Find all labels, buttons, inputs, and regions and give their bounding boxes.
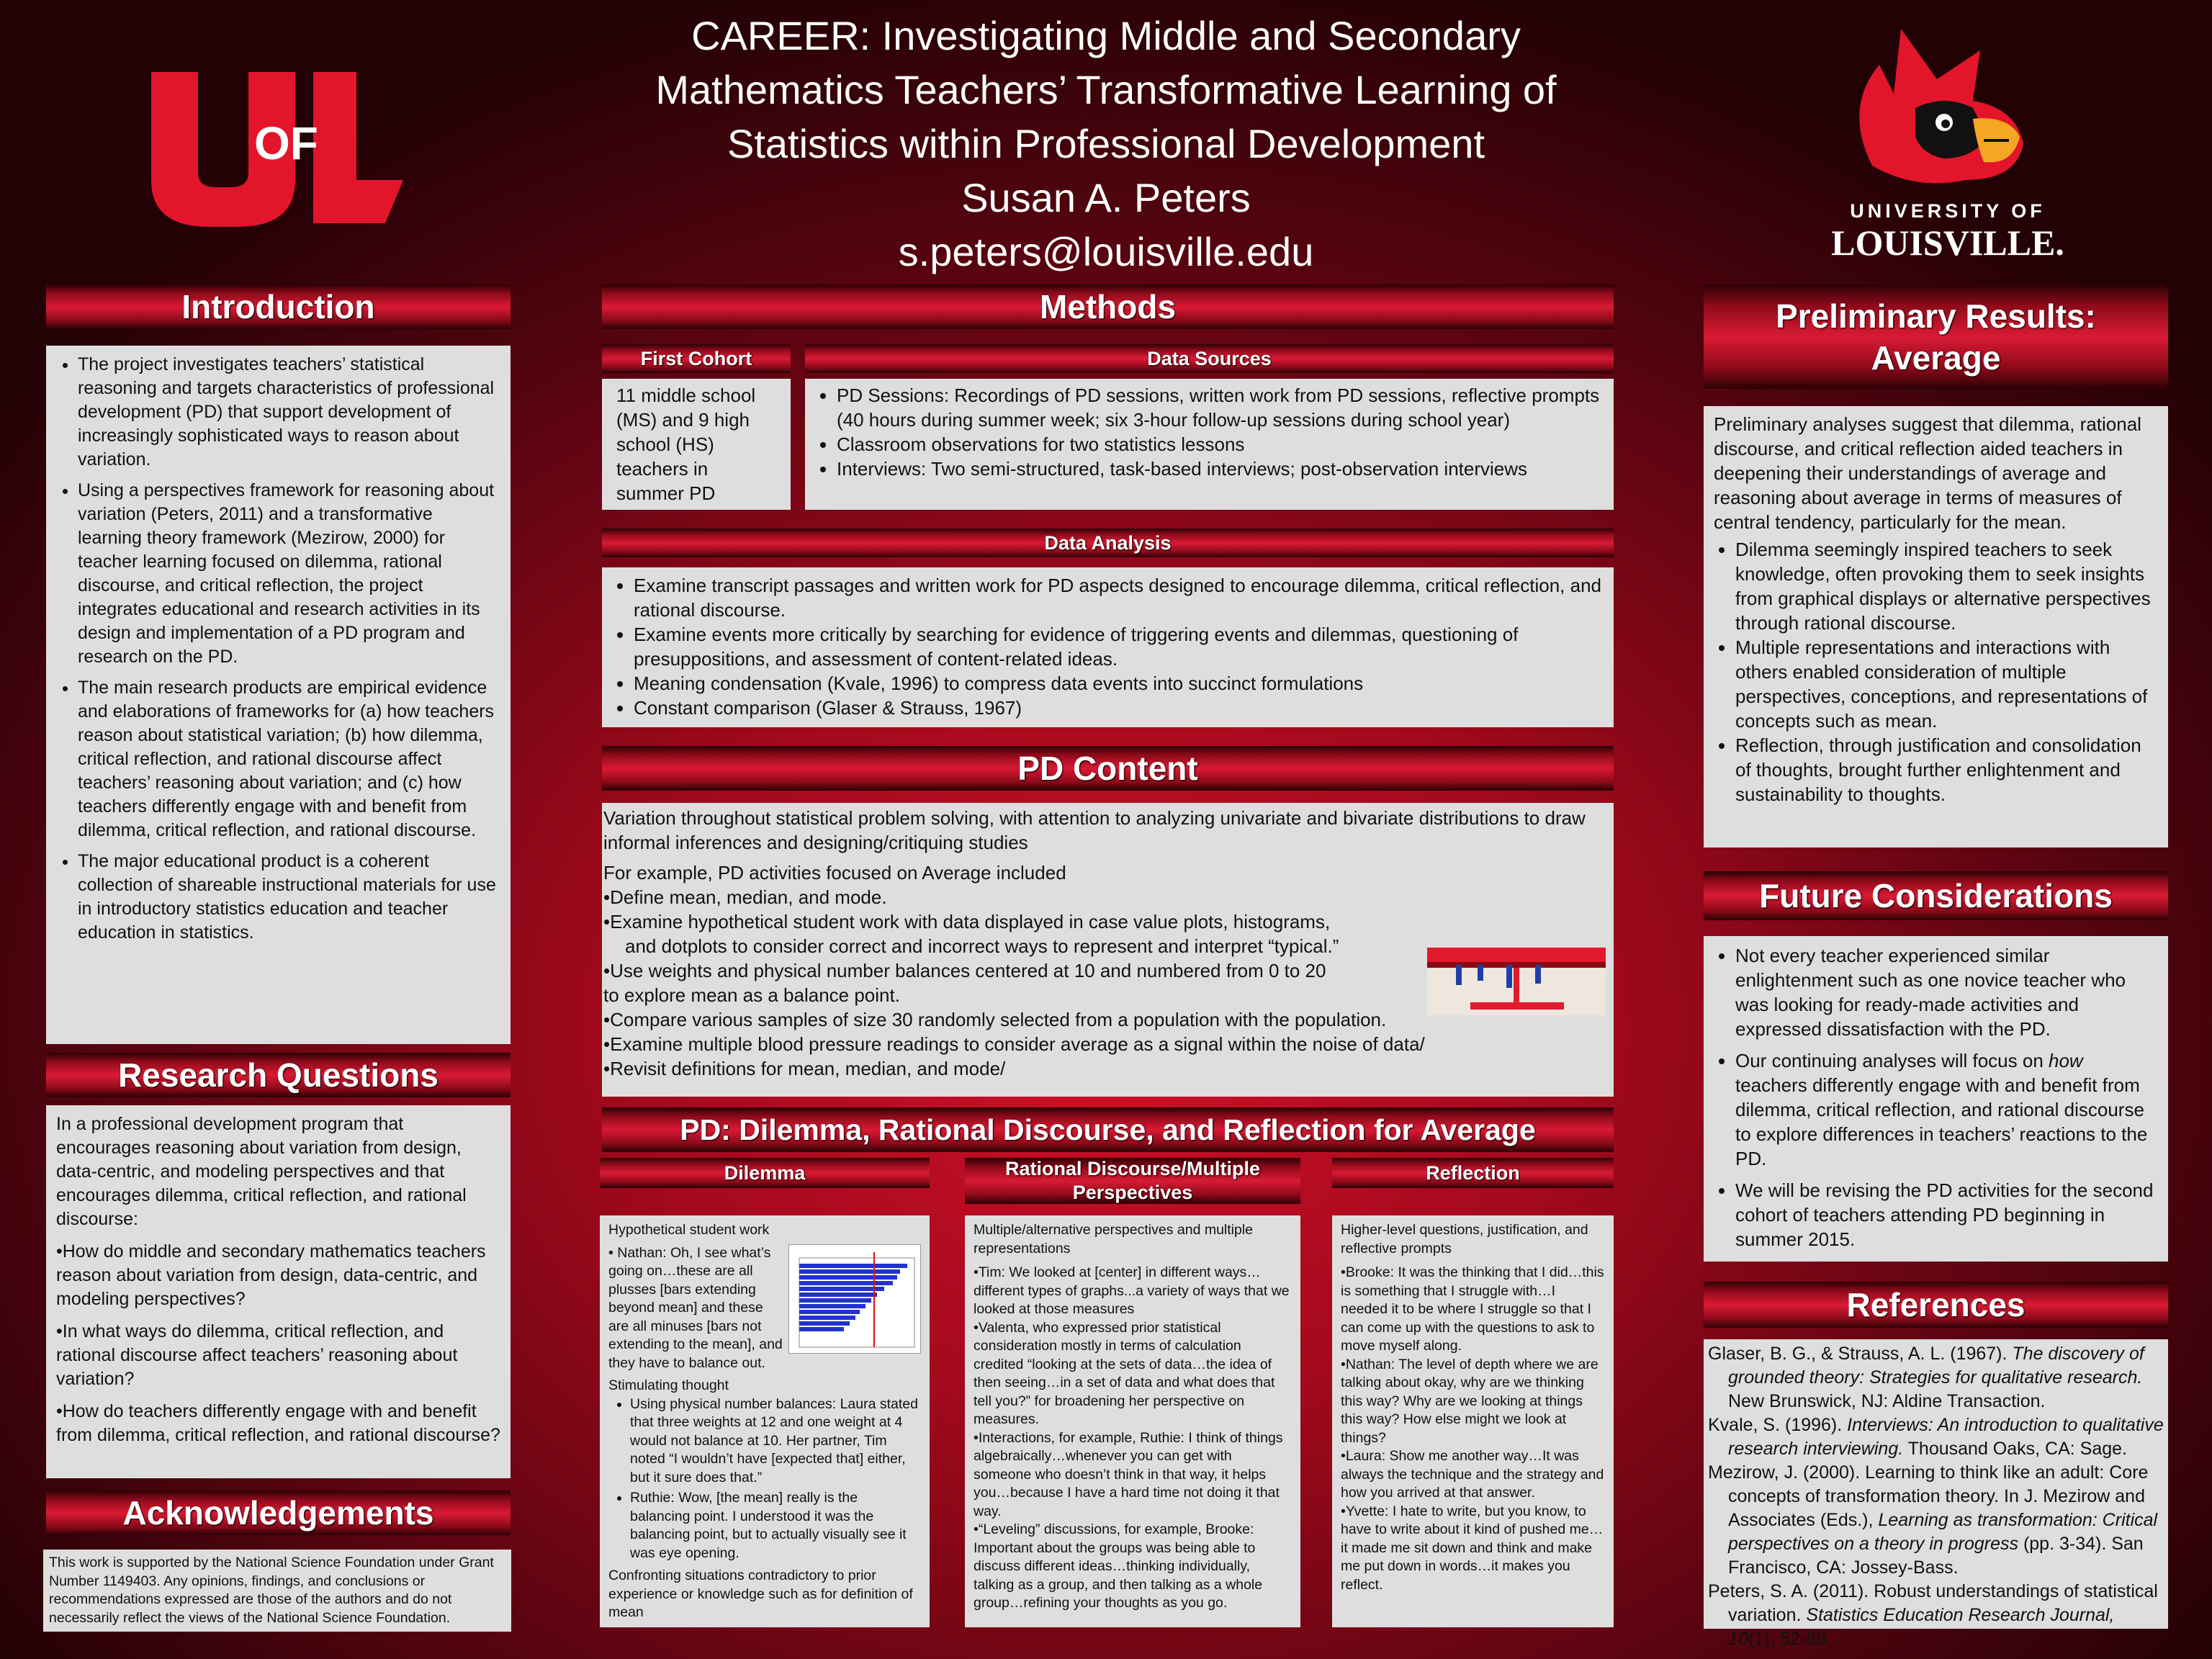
pd-content-example: For example, PD activities focused on Average included bbox=[603, 862, 1066, 884]
student-work-chart bbox=[788, 1244, 921, 1354]
pd-content-item: •Compare various samples of size 30 randomly selected from a population with the population. bbox=[603, 1009, 1387, 1030]
poster-title bbox=[562, 9, 1650, 279]
dilemma-quote: • Nathan: Oh, I see what’s going on…these are all plusses [bars extending beyond mean] and these are all minuses [bars not extending to the mean], and they have to balance out. bbox=[608, 1244, 783, 1371]
list-item: • Reflection, through justification and consolidation of thoughts, brought further enlightenment and sustainability to thoughts. bbox=[1735, 733, 2158, 806]
list-item: • We will be revising the PD activities for the second cohort of teachers attending PD beginning in summer 2015. bbox=[1735, 1178, 2158, 1251]
list-item: • Using physical number balances: Laura stated that three weights at 12 and one weight at 4 would not balance at 10. Her partner, Tim noted “I wouldn’t have [expected that] either, but it sure does that.” bbox=[630, 1395, 921, 1488]
pd-content-item: to explore mean as a balance point. bbox=[603, 984, 900, 1006]
acknowledgements-heading: Acknowledgements bbox=[46, 1491, 511, 1535]
reflection-box bbox=[1332, 1215, 1614, 1627]
discourse-item: •Valenta, who expressed prior statistical consideration mostly in terms of calculation credited “looking at the sets of data…the idea of then seeing…in a set of data and what does that tell you?” for broadening her perspective on measures. bbox=[974, 1319, 1275, 1427]
university-of-text: UNIVERSITY OF bbox=[1850, 200, 2046, 222]
data-sources-heading: Data Sources bbox=[805, 344, 1614, 373]
methods-heading: Methods bbox=[602, 284, 1614, 329]
logo-of-text: OF bbox=[254, 117, 318, 169]
list-item: • Ruthie: Wow, [the mean] really is the balancing point. I understood it was the balancing point, but to actually visually see it was eye opening. bbox=[630, 1489, 921, 1563]
list-item: • Not every teacher experienced similar enlightenment such as one novice teacher who was looking for ready-made activities and expressed dissatisfaction with the PD. bbox=[1735, 943, 2158, 1041]
research-questions-intro: In a professional development program that encourages reasoning about variation from design, data-centric, and modeling perspectives and that encourages dilemma, critical reflection, and rational discourse: bbox=[56, 1114, 467, 1229]
acknowledgements-box bbox=[43, 1550, 511, 1632]
first-cohort-box bbox=[602, 379, 791, 510]
cardinal-bird-icon bbox=[1829, 22, 2067, 194]
reflection-heading: Reflection bbox=[1332, 1158, 1614, 1188]
future-list bbox=[1714, 943, 2158, 1251]
reference-entry: Peters, S. A. (2011). Robust understandings of statistical variation. Statistics Education Research Journal, 10(1), 52-88. bbox=[1708, 1581, 2158, 1649]
reference-entry: Mezirow, J. (2000). Learning to think like an adult: Core concepts of transformation theory. In J. Mezirow and Associates (Eds.), Learning as transformation: Critical perspectives on a theory in progress (pp. 3-34). San Francisco, CA: Jossey-Bass. bbox=[1708, 1462, 2158, 1578]
title-line-2: Mathematics Teachers’ Transformative Learning of bbox=[655, 67, 1557, 112]
list-item: • The project investigates teachers’ statistical reasoning and targets characteristics of professional development (PD) that support development of increasingly sophisticated ways to reason about variation. bbox=[78, 353, 500, 472]
reflection-item: •Brooke: It was the thinking that I did…this is something that I struggle with…I needed it to be where I struggle so that I can come up with the questions to ask to move myself along. bbox=[1341, 1264, 1604, 1354]
data-sources-box bbox=[805, 379, 1614, 510]
pd-content-item: •Examine hypothetical student work with data displayed in case value plots, histograms, bbox=[603, 911, 1331, 932]
uofl-logo bbox=[148, 72, 407, 230]
preliminary-results-intro: Preliminary analyses suggest that dilemma, rational discourse, and critical reflection aided teachers in deepening their understandings of average and reasoning about average in terms of measures of central tendency, particularly for the mean. bbox=[1714, 413, 2141, 533]
research-questions-box bbox=[46, 1105, 511, 1478]
pd-content-item: •Use weights and physical number balances centered at 10 and numbered from 0 to 20 bbox=[603, 960, 1326, 981]
data-analysis-box bbox=[602, 567, 1614, 727]
rational-discourse-box bbox=[965, 1215, 1300, 1627]
reference-entry: Glaser, B. G., & Strauss, A. L. (1967). The discovery of grounded theory: Strategies for qualitative research. New Brunswick, NJ: Aldine Transaction. bbox=[1708, 1344, 2144, 1411]
data-analysis-heading: Data Analysis bbox=[602, 529, 1614, 557]
list-item: • Our continuing analyses will focus on how teachers differently engage with and benefit from dilemma, critical reflection, and rational discourse to explore differences in teachers’ reactions to the PD. bbox=[1735, 1048, 2158, 1171]
discourse-label: Multiple/alternative perspectives and multiple representations bbox=[974, 1222, 1254, 1256]
reference-entry: Kvale, S. (1996). Interviews: An introduction to qualitative research interviewing. Thousand Oaks, CA: Sage. bbox=[1708, 1415, 2164, 1459]
dilemma-label: Stimulating thought bbox=[608, 1377, 729, 1393]
future-considerations-box bbox=[1704, 936, 2168, 1262]
reflection-item: •Yvette: I hate to write, but you know, to have to write about it kind of pushed me…it made me sit down and think and make me put down in words…it makes you reflect. bbox=[1341, 1503, 1604, 1593]
pd-content-heading: PD Content bbox=[602, 746, 1614, 791]
future-considerations-heading: Future Considerations bbox=[1704, 871, 2168, 920]
pd-content-item: •Revisit definitions for mean, median, and mode/ bbox=[603, 1058, 1006, 1079]
list-item: • Examine events more critically by searching for evidence of triggering events and dilemmas, questioning of presuppositions, and assessment of content-related ideas. bbox=[634, 622, 1604, 671]
title-line-1: CAREER: Investigating Middle and Secondary bbox=[691, 13, 1521, 58]
research-question: •In what ways do dilemma, critical reflection, and rational discourse affect teachers’ reasoning about variation? bbox=[56, 1321, 458, 1389]
introduction-heading: Introduction bbox=[46, 284, 511, 329]
number-balance-photo bbox=[1427, 948, 1606, 1015]
pd-dilemma-heading: PD: Dilemma, Rational Discourse, and Reflection for Average bbox=[602, 1107, 1614, 1152]
reflection-label: Higher-level questions, justification, and reflective prompts bbox=[1341, 1222, 1588, 1256]
list-item: • PD Sessions: Recordings of PD sessions, written work from PD sessions, reflective prompts (40 hours during summer week; six 3-hour follow-up sessions during school year) bbox=[837, 383, 1604, 432]
references-box bbox=[1704, 1339, 2168, 1649]
list-item: • Interviews: Two semi-structured, task-based interviews; post-observation interviews bbox=[837, 457, 1604, 481]
research-question: •How do teachers differently engage with and benefit from dilemma, critical reflection, and rational discourse? bbox=[56, 1401, 500, 1445]
cardinal-logo bbox=[1829, 22, 2067, 263]
dilemma-label: Hypothetical student work bbox=[608, 1222, 770, 1238]
pd-content-intro: Variation throughout statistical problem solving, with attention to analyzing univariate and bivariate distributions to draw informal inferences and designing/critiquing studies bbox=[603, 807, 1586, 853]
dilemma-list bbox=[608, 1395, 921, 1563]
data-sources-list bbox=[815, 383, 1604, 481]
first-cohort-text: 11 middle school (MS) and 9 high school (HS) teachers in summer PD bbox=[616, 385, 756, 504]
list-item: • Examine transcript passages and written work for PD aspects designed to encourage dilemma, critical reflection, and rational discourse. bbox=[634, 573, 1604, 622]
author-name: Susan A. Peters bbox=[961, 175, 1251, 220]
research-question: •How do middle and secondary mathematics teachers reason about variation from design, data-centric, and modeling perspectives? bbox=[56, 1241, 486, 1309]
dilemma-label: Confronting situations contradictory to prior experience or knowledge such as for definition of mean bbox=[608, 1568, 913, 1620]
list-item: • Classroom observations for two statistics lessons bbox=[837, 432, 1604, 457]
list-item: • Dilemma seemingly inspired teachers to seek knowledge, often provoking them to seek insights from graphical displays or alternative perspectives through rational discourse. bbox=[1735, 537, 2158, 635]
rational-discourse-heading: Rational Discourse/Multiple Perspectives bbox=[965, 1158, 1300, 1204]
first-cohort-heading: First Cohort bbox=[602, 344, 791, 373]
list-item: • Multiple representations and interactions with others enabled consideration of multiple perspectives, conceptions, and representations of concepts such as mean. bbox=[1735, 635, 2158, 733]
introduction-list bbox=[56, 353, 500, 945]
reflection-item: •Laura: Show me another way…It was always the technique and the strategy and how you arrived at that answer. bbox=[1341, 1448, 1604, 1501]
number-balance-icon bbox=[1427, 948, 1606, 1015]
list-item: • The main research products are empirical evidence and elaborations of frameworks for (a) how teachers reason about statistical variation; (b) how dilemma, critical reflection, and rational discourse affect teachers’ reasoning about variation; and (c) how teachers differently engage with and benefit from dilemma, critical reflection, and rational discourse. bbox=[78, 676, 500, 842]
preliminary-results-box bbox=[1704, 406, 2168, 848]
title-line-3: Statistics within Professional Development bbox=[727, 121, 1485, 166]
discourse-item: •Interactions, for example, Ruthie: I think of things algebraically…whenever you can get with someone who doesn’t think in that way, it helps you…because I have a hard time not doing it that way. bbox=[974, 1429, 1283, 1519]
discourse-item: •“Leveling” discussions, for example, Brooke: Important about the groups was being able to discuss different ideas…thinking individually, talking as a group, and then talking as a whole group…refining your thoughts as you go. bbox=[974, 1521, 1263, 1611]
preliminary-results-list bbox=[1714, 537, 2158, 806]
preliminary-results-subtitle: Average bbox=[1871, 338, 2001, 377]
data-analysis-list bbox=[612, 573, 1604, 720]
acknowledgements-text: This work is supported by the National Science Foundation under Grant Number 1149403. Any opinions, findings, and conclusions or recommendations expressed are those of the authors and do not necessarily reflect the views of the National Science Foundation. bbox=[49, 1555, 494, 1626]
list-item: • Meaning condensation (Kvale, 1996) to compress data events into succinct formulations bbox=[634, 671, 1604, 696]
pd-content-item: and dotplots to consider correct and incorrect ways to represent and interpret “typical.” bbox=[625, 935, 1339, 957]
dilemma-box bbox=[600, 1215, 930, 1627]
discourse-item: •Tim: We looked at [center] in different ways…different types of graphs...a variety of ways that we looked at those measures bbox=[974, 1264, 1290, 1317]
introduction-box bbox=[46, 346, 511, 1044]
bar-chart-icon bbox=[789, 1245, 920, 1353]
dilemma-heading: Dilemma bbox=[600, 1158, 930, 1188]
pd-content-item: •Define mean, median, and mode. bbox=[603, 886, 887, 908]
reflection-item: •Nathan: The level of depth where we are talking about okay, why are we thinking this way? Why are we looking at things this way? How else might we look at things? bbox=[1341, 1356, 1599, 1446]
list-item: • The major educational product is a coherent collection of shareable instructional materials for use in introductory statistics education and teacher education in statistics. bbox=[78, 850, 500, 945]
preliminary-results-title: Preliminary Results: bbox=[1776, 297, 2096, 335]
references-heading: References bbox=[1704, 1282, 2168, 1328]
preliminary-results-heading bbox=[1704, 284, 2168, 389]
list-item: • Constant comparison (Glaser & Strauss, 1967) bbox=[634, 696, 1604, 720]
list-item: • Using a perspectives framework for reasoning about variation (Peters, 2011) and a transformative learning theory framework (Mezirow, 2000) for teacher learning focused on dilemma, rational discourse, and critical reflection, the project integrates educational and research activities in its design and implementation of a PD program and research on the PD. bbox=[78, 479, 500, 669]
pd-content-item: •Examine multiple blood pressure readings to consider average as a signal within the noise of data/ bbox=[603, 1033, 1425, 1055]
research-questions-heading: Research Questions bbox=[46, 1053, 511, 1097]
louisville-text: LOUISVILLE. bbox=[1831, 222, 2064, 263]
author-email: s.peters@louisville.edu bbox=[898, 229, 1314, 274]
